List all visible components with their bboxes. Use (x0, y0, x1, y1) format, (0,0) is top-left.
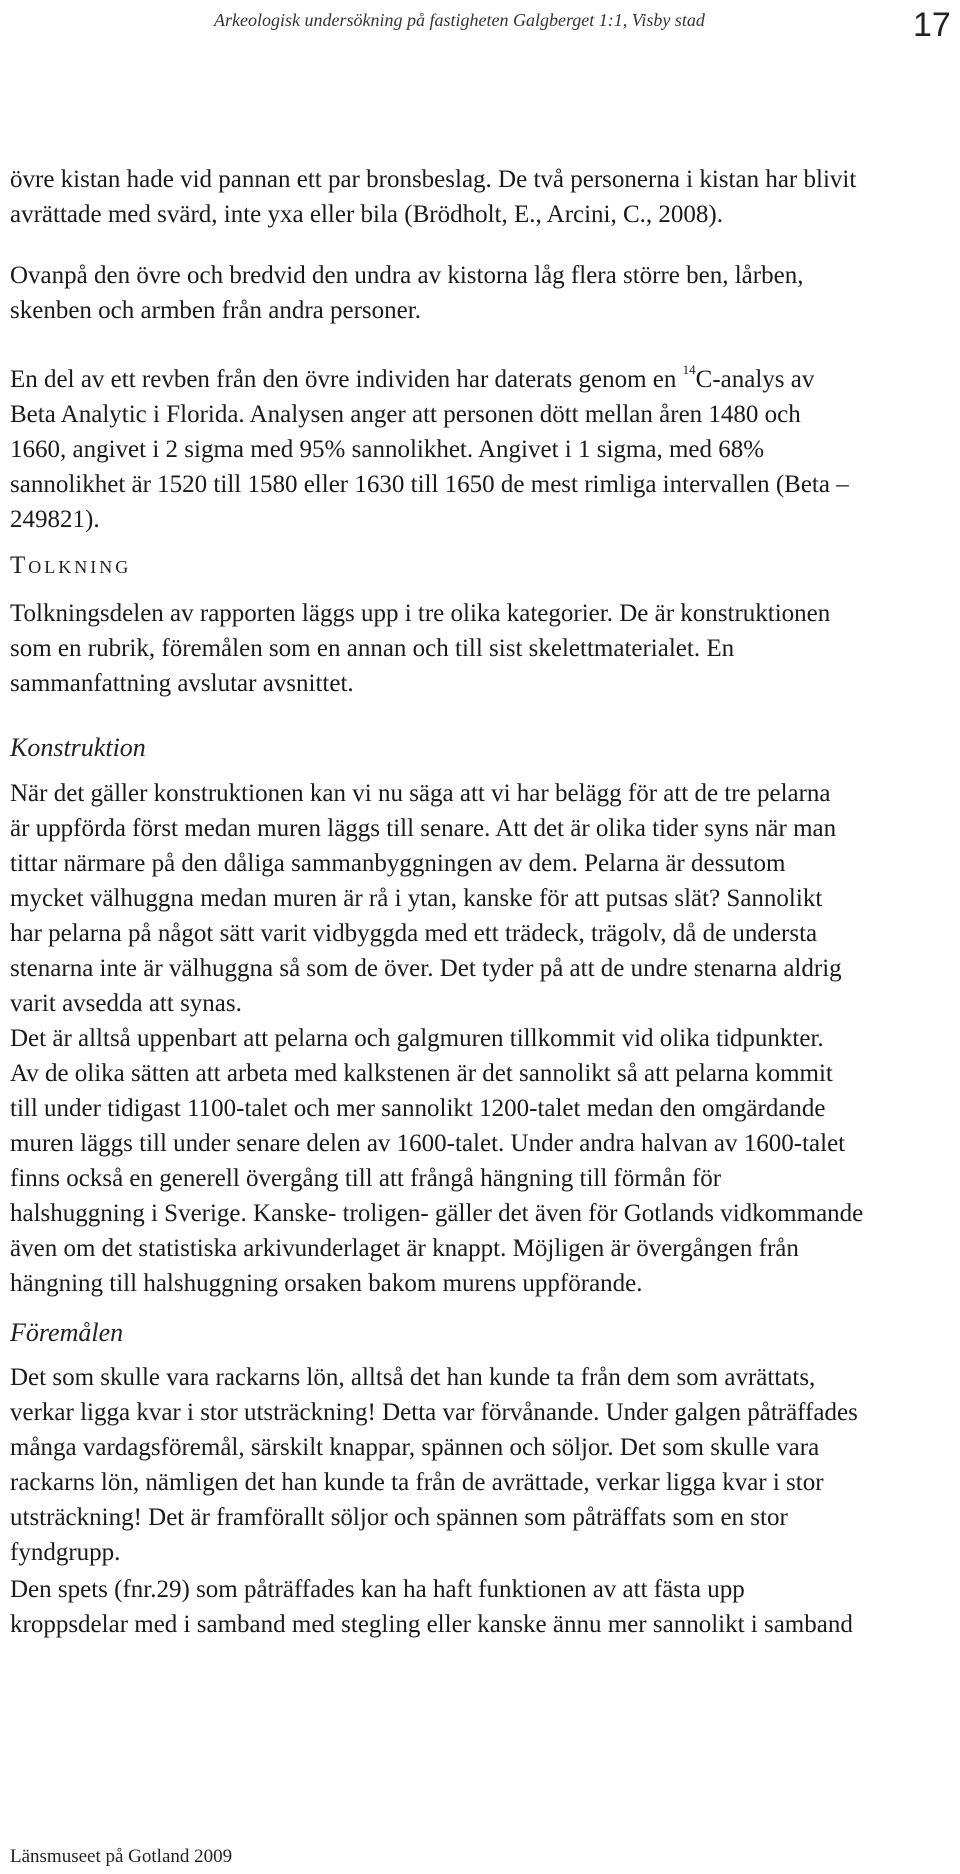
text-fragment: En del av ett revben från den övre individen har daterats genom en (10, 366, 683, 393)
subheading-konstruktion: Konstruktion (10, 733, 146, 762)
text-line: har pelarna på något sätt varit vidbyggda med ett trädeck, trägolv, då de understa (10, 920, 818, 947)
text-line: 1660, angivet i 2 sigma med 95% sannolikhet. Angivet i 1 sigma, med 68% (10, 436, 765, 463)
text-line: hängning till halshuggning orsaken bakom murens uppförande. (10, 1270, 643, 1297)
text-line: sannolikhet är 1520 till 1580 eller 1630 till 1650 de mest rimliga intervallen (Beta – (10, 471, 849, 498)
text-line: skenben och armben från andra personer. (10, 297, 421, 324)
page-footer: Länsmuseet på Gotland 2009 (10, 1846, 233, 1867)
paragraph-execution (10, 162, 945, 232)
text-line: Det är alltså uppenbart att pelarna och galgmuren tillkommit vid olika tidpunkter. (10, 1025, 824, 1052)
paragraph-foremalen-1 (10, 1360, 945, 1570)
paragraph-konstruktion-1 (10, 776, 945, 1021)
paragraph-konstruktion-2 (10, 1021, 945, 1301)
text-line: varit avsedda att synas. (10, 990, 242, 1017)
text-line: utsträckning! Det är framförallt söljor och spännen som påträffats som en stor (10, 1504, 788, 1531)
text-line (10, 352, 945, 397)
text-line: rackarns lön, nämligen det han kunde ta från de avrättade, verkar ligga kvar i stor (10, 1469, 824, 1496)
paragraph-foremalen-2 (10, 1572, 945, 1642)
text-line: mycket välhuggna medan muren är rå i ytan, kanske för att putsas slät? Sannolikt (10, 885, 823, 912)
text-line: fyndgrupp. (10, 1539, 121, 1566)
text-line: till under tidigast 1100-talet och mer sannolikt 1200-talet medan den omgärdande (10, 1095, 826, 1122)
text-line: många vardagsföremål, särskilt knappar, spännen och söljor. Det som skulle vara (10, 1434, 820, 1461)
text-line: När det gäller konstruktionen kan vi nu säga att vi har belägg för att de tre pelarna (10, 780, 831, 807)
text-line: sammanfattning avslutar avsnittet. (10, 670, 354, 697)
running-header: Arkeologisk undersökning på fastigheten Galgberget 1:1, Visby stad (214, 10, 705, 30)
text-line: avrättade med svärd, inte yxa eller bila (Brödholt, E., Arcini, C., 2008). (10, 201, 724, 228)
text-line: 249821). (10, 506, 100, 533)
text-line: Den spets (fnr.29) som påträffades kan ha haft funktionen av att fästa upp (10, 1576, 745, 1603)
text-line: Beta Analytic i Florida. Analysen anger att personen dött mellan åren 1480 och (10, 401, 801, 428)
text-line: även om det statistiska arkivunderlaget är knappt. Möjligen är övergången från (10, 1235, 799, 1262)
text-line: Det som skulle vara rackarns lön, alltså det han kunde ta från dem som avrättats, (10, 1364, 816, 1391)
paragraph-bones (10, 258, 945, 328)
subheading-foremalen: Föremålen (10, 1318, 124, 1347)
section-heading-tolkning: Tolkning (10, 552, 132, 579)
text-line: stenarna inte är välhuggna så som de över. Det tyder på att de undre stenarna aldrig (10, 955, 842, 982)
page-number: 17 (913, 6, 951, 44)
text-line: verkar ligga kvar i stor utsträckning! Detta var förvånande. Under galgen påträffades (10, 1399, 858, 1426)
text-line: är uppförda först medan muren läggs till senare. Att det är olika tider syns när man (10, 815, 837, 842)
text-line: som en rubrik, föremålen som en annan och till sist skelettmaterialet. En (10, 635, 735, 662)
isotope-superscript: 14 (682, 362, 696, 377)
text-line: kroppsdelar med i samband med stegling eller kanske ännu mer sannolikt i samband (10, 1611, 853, 1638)
text-line: Ovanpå den övre och bredvid den undra av kistorna låg flera större ben, lårben, (10, 262, 804, 289)
text-line: Av de olika sätten att arbeta med kalkstenen är det sannolikt så att pelarna kommit (10, 1060, 833, 1087)
text-line: tittar närmare på den dåliga sammanbyggningen av dem. Pelarna är dessutom (10, 850, 786, 877)
paragraph-tolkning (10, 596, 945, 701)
text-line: finns också en generell övergång till att frångå hängning till förmån för (10, 1165, 722, 1192)
text-line: övre kistan hade vid pannan ett par bronsbeslag. De två personerna i kistan har blivit (10, 166, 857, 193)
text-line: halshuggning i Sverige. Kanske- troligen- gäller det även för Gotlands vidkommande (10, 1200, 864, 1227)
text-fragment: C-analys av (695, 366, 815, 393)
text-line: Tolkningsdelen av rapporten läggs upp i tre olika kategorier. De är konstruktionen (10, 600, 831, 627)
text-line: muren läggs till under senare delen av 1600-talet. Under andra halvan av 1600-talet (10, 1130, 846, 1157)
paragraph-dating (10, 352, 945, 537)
